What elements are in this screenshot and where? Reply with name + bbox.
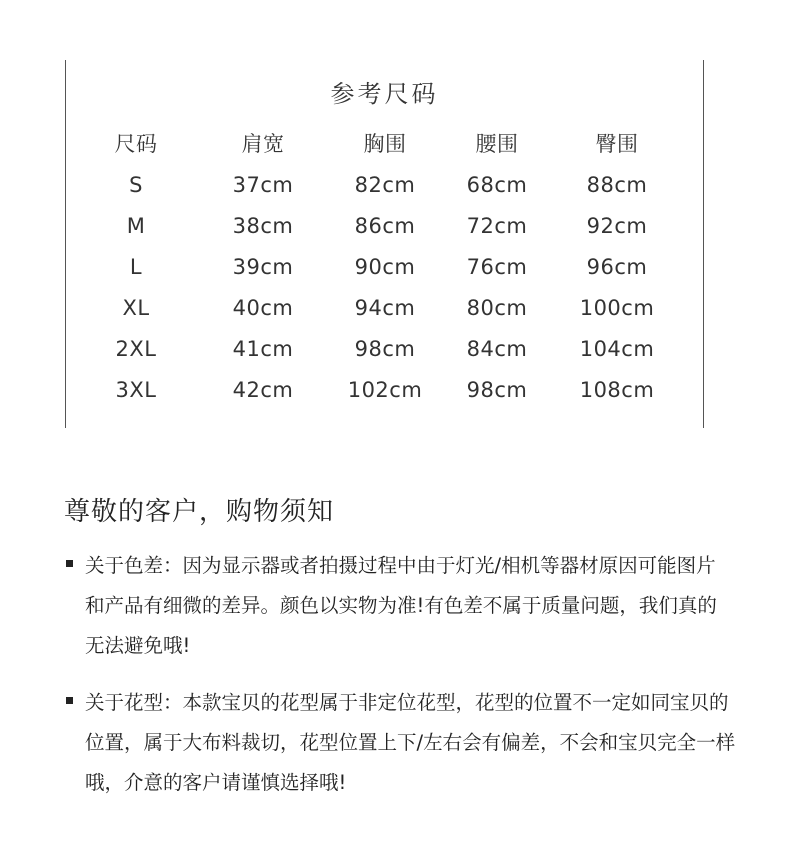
size-table <box>66 124 703 411</box>
table-row <box>66 247 703 288</box>
cell-chest: 102cm <box>347 378 423 402</box>
cell-size: XL <box>122 296 150 320</box>
table-row <box>66 206 703 247</box>
notice-line: 关于花型：本款宝贝的花型属于非定位花型，花型的位置不一定如同宝贝的 <box>85 691 729 714</box>
table-row <box>66 288 703 329</box>
cell-hip: 100cm <box>579 296 655 320</box>
header-chest: 胸围 <box>363 132 407 156</box>
cell-shoulder: 39cm <box>232 255 294 279</box>
table-row <box>66 165 703 206</box>
notice-line: 位置，属于大布料裁切，花型位置上下/左右会有偏差，不会和宝贝完全一样 <box>85 731 736 754</box>
cell-hip: 88cm <box>586 173 648 197</box>
cell-size: 2XL <box>115 337 157 361</box>
cell-waist: 98cm <box>466 378 528 402</box>
cell-hip: 104cm <box>579 337 655 361</box>
cell-hip: 92cm <box>586 214 648 238</box>
cell-shoulder: 40cm <box>232 296 294 320</box>
notice-line: 无法避免哦! <box>85 634 191 657</box>
notice-line: 哦，介意的客户请谨慎选择哦! <box>85 771 347 794</box>
bullet-icon <box>66 697 73 704</box>
cell-hip: 108cm <box>579 378 655 402</box>
cell-chest: 82cm <box>354 173 416 197</box>
bullet-icon <box>66 560 73 567</box>
cell-chest: 90cm <box>354 255 416 279</box>
cell-waist: 68cm <box>466 173 528 197</box>
header-hip: 臀围 <box>595 132 639 156</box>
cell-waist: 72cm <box>466 214 528 238</box>
cell-chest: 86cm <box>354 214 416 238</box>
header-waist: 腰围 <box>475 132 519 156</box>
cell-chest: 94cm <box>354 296 416 320</box>
cell-size: S <box>129 173 143 197</box>
table-row <box>66 370 703 411</box>
cell-size: M <box>126 214 146 238</box>
cell-waist: 80cm <box>466 296 528 320</box>
cell-shoulder: 42cm <box>232 378 294 402</box>
header-size: 尺码 <box>114 132 158 156</box>
size-table-header <box>66 124 703 165</box>
cell-waist: 84cm <box>466 337 528 361</box>
table-row <box>66 329 703 370</box>
notice-line: 关于色差：因为显示器或者拍摄过程中由于灯光/相机等器材原因可能图片 <box>85 554 716 577</box>
cell-shoulder: 37cm <box>232 173 294 197</box>
header-shoulder: 肩宽 <box>241 132 285 156</box>
notice-line: 和产品有细微的差异。颜色以实物为准!有色差不属于质量问题，我们真的 <box>85 594 717 617</box>
cell-shoulder: 41cm <box>232 337 294 361</box>
cell-waist: 76cm <box>466 255 528 279</box>
cell-chest: 98cm <box>354 337 416 361</box>
size-chart <box>65 60 704 428</box>
size-chart-title: 参考尺码 <box>330 80 439 108</box>
notice-heading: 尊敬的客户，购物须知 <box>64 497 335 527</box>
cell-shoulder: 38cm <box>232 214 294 238</box>
cell-hip: 96cm <box>586 255 648 279</box>
cell-size: L <box>129 255 143 279</box>
cell-size: 3XL <box>115 378 157 402</box>
